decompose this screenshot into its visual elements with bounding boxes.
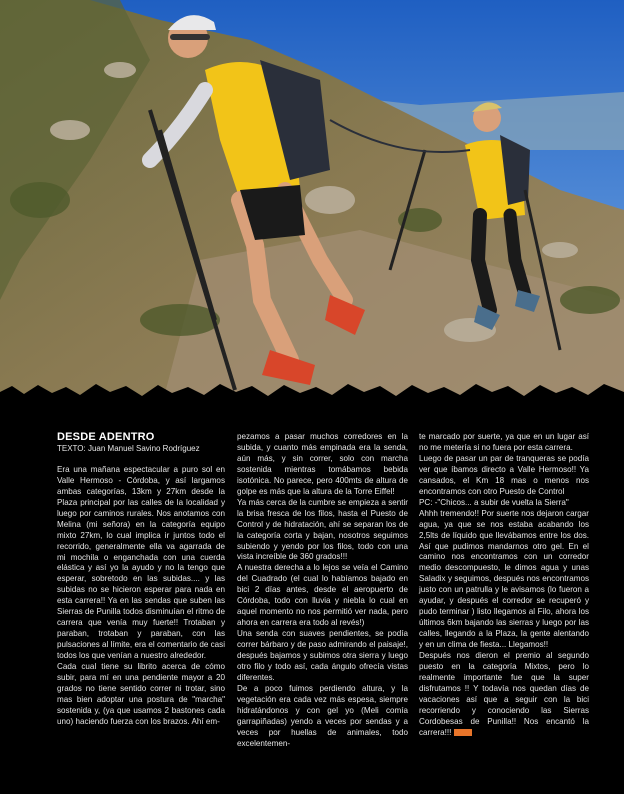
article — [0, 412, 624, 794]
paragraph: Ya más cerca de la cumbre se empieza a sentir la brisa fresca de los filos, hasta el Puesto de Control y de hidratación, ahí se separan los de la categoría corta y bajan, nosotros seguimos subiendo y yendo por los filos, todo con una vista increíble de 360 grados!!! — [237, 497, 408, 562]
paragraph: te marcado por suerte, ya que en un lugar así no me metería si no fuera por esta carrera. — [419, 432, 589, 452]
paragraph: PC: -"Chicos... a subir de vuelta la Sierra" — [419, 497, 569, 507]
paragraph: A nuestra derecha a lo lejos se veía el Camino del Cuadrado (el cual lo habíamos bajado en bici 2 días antes, desde el aeropuerto de Córdoba, todo con lluvia y niebla lo cual en aquel momento no nos permitió ver nada, pero ahora en carrera era todo al revés!) — [237, 563, 408, 628]
paragraph: Era una mañana espectacular a puro sol en Valle Hermoso - Córdoba, y así largamos ambas categorías, 13km y 27km desde la Plaza principal por las calles de la localidad y luego por caminos rurales. Nos anotamos con Melina (mi señora) en la categoría equipo mixto 27km, lo cual implica ir juntos todo el recorrido, generalmente ella va agarrada de mi mochila o enganchada con una cuerda elástica y así yo la ayudo y no la tengo que esperar, sobretodo en las subidas.... y las subidas no se hicieron esperar para nada en esta carrera!! Ya en las sendas que suben las Sierras de Punilla todos disminuían el ritmo de carrera que venía muy fuerte!! Trotaban y paraban, trotaban y paraban, con las pulsaciones al límite, era el comentario de casi todos los que venían a nuestro alrededor. — [57, 464, 225, 661]
article-column-3 — [419, 432, 589, 739]
paragraph: pezamos a pasar muchos corredores en la subida, y cuanto más empinada era la senda, aún más, y sin correr, solo con marcha sostenida mientras tomábamos bebida isotónica. No parece, pero 400mts de altura de golpe es más que la altura de la Torre Eiffel! — [237, 432, 408, 496]
article-column-1 — [57, 432, 225, 728]
paragraph-final — [419, 651, 589, 739]
paragraph: De a poco fuimos perdiendo altura, y la vegetación era cada vez más espesa, siempre hidratándonos y con gel yo (Meli comía garrapiñadas) yendo a veces por sendas y a veces por huellas de animales, todo excelentemen- — [237, 683, 408, 748]
paragraph: Luego de pasar un par de tranqueras se podía ver que íbamos directo a Valle Hermoso!! Ya cansados, el Km 18 mas o menos nos encontramos con otro Puesto de Control — [419, 453, 589, 496]
paragraph: Una senda con suaves pendientes, se podía correr bárbaro y de paso admirando el paisaje!, después bajamos y subimos otra sierra y luego otro filo y todo así, cada ángulo ofrecía vistas diferentes. — [237, 629, 408, 682]
article-headline: DESDE ADENTRO — [57, 431, 155, 443]
paragraph: Ahhh tremendo!! Por suerte nos dejaron cargar agua, ya que se nos estaba acabando los 2,5lts de líquido que llevábamos entre los dos. Así que pudimos mandarnos otro gel. En el camino nos encontramos con un corredor medio descompuesto, le dimos agua y unas Saladix y seguimos, después nos encontramos justo con un patrulla y le avisamos (lo fueron a ayudar, y después el corredor se recuperó y pudo terminar ) listo llegamos al Filo, ahora los últimos 6km bajando las sierras y luego por las calles, llegando a la Plaza, la gente alentando y en un clima de fiesta... Llegamos!! — [419, 508, 589, 650]
paragraph: Cada cual tiene su librito acerca de cómo subir, para mí en una pendiente mayor a 20 grados no tiene sentido correr ni trotar, sino mas bien adoptar una postura de "marcha" sostenida y, (ya que usamos 2 bastones cada uno) haciendo fuerza con los brazos. Ahí em- — [57, 662, 225, 726]
paragraph-final-text: Después nos dieron el premio al segundo puesto en la categoría Mixtos, pero lo realmente importante fue que la super disfrutamos !! Y todavía nos quedan días de vacaciones así que a seguir con la bici recorriendo y conociendo las Sierras Cordobesas de Punilla!! Nos encantó la carrera!!! — [419, 651, 589, 737]
article-column-2 — [237, 432, 408, 750]
article-byline: TEXTO: Juan Manuel Savino Rodríguez — [57, 443, 200, 453]
end-mark-icon — [454, 729, 472, 736]
